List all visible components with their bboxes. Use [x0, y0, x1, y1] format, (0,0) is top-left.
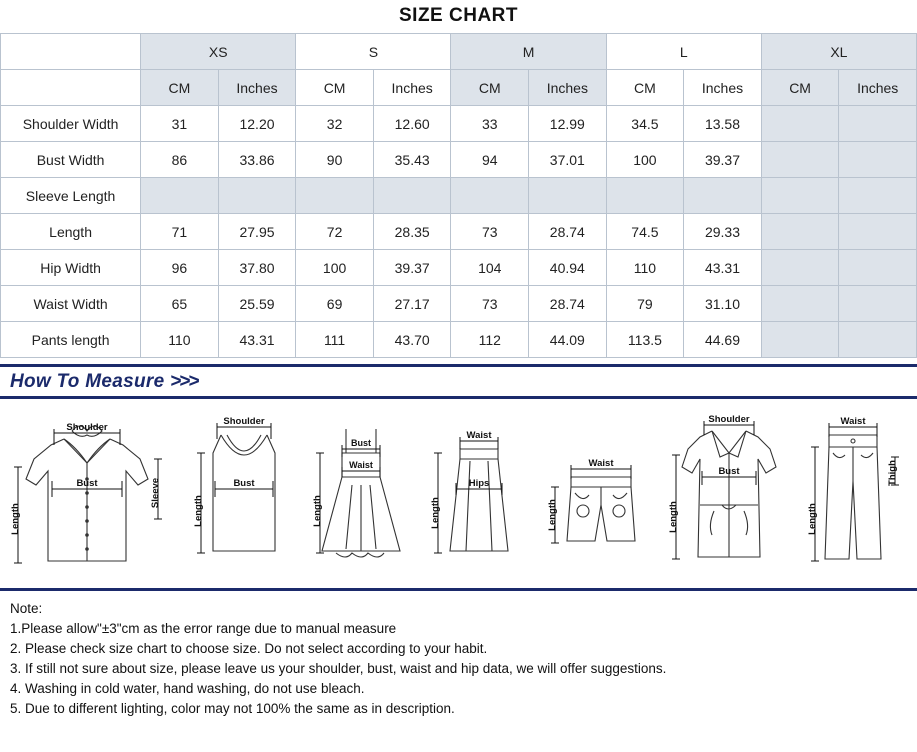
table-row — [1, 286, 917, 322]
figure-label-shoulder: Shoulder — [222, 416, 265, 427]
unit-header-xs-inches: Inches — [218, 70, 296, 106]
note-line-1: 1.Please allow"±3"cm as the error range due to manual measure — [10, 621, 397, 636]
figure-flare-dress — [306, 401, 416, 586]
notes-heading: Note: — [10, 601, 43, 616]
note-line-4: 4. Washing in cold water, hand washing, do not use bleach. — [10, 681, 365, 696]
cell-l-in: 44.69 — [684, 322, 762, 358]
figure-label-length: Length — [547, 499, 558, 531]
cell-xl-in — [839, 286, 917, 322]
triple-chevron-icon: >>> — [170, 371, 198, 392]
cell-xl-cm — [761, 142, 839, 178]
cell-xs-cm: 31 — [141, 106, 219, 142]
cell-m-cm: 73 — [451, 214, 529, 250]
cell-xl-cm — [761, 286, 839, 322]
cell-xs-cm: 110 — [141, 322, 219, 358]
cell-m-in: 40.94 — [529, 250, 607, 286]
cell-s-in — [373, 178, 451, 214]
size-header-l: L — [606, 34, 761, 70]
unit-header-s-cm: CM — [296, 70, 374, 106]
table-row-size-headers — [1, 34, 917, 70]
cell-xs-cm — [141, 178, 219, 214]
figure-label-length: Length — [667, 501, 679, 533]
figure-label-bust: Bust — [717, 466, 740, 477]
size-header-xl: XL — [761, 34, 916, 70]
figure-shorts — [541, 401, 656, 586]
cell-s-in: 43.70 — [373, 322, 451, 358]
cell-m-cm: 33 — [451, 106, 529, 142]
cell-m-in: 12.99 — [529, 106, 607, 142]
cell-l-cm: 34.5 — [606, 106, 684, 142]
cell-l-cm: 79 — [606, 286, 684, 322]
cell-s-in: 35.43 — [373, 142, 451, 178]
cell-l-cm — [606, 178, 684, 214]
row-label-hip-width: Hip Width — [1, 250, 141, 286]
page-title: SIZE CHART — [399, 5, 518, 26]
figure-label-waist: Waist — [349, 460, 373, 470]
figure-tank-top — [189, 401, 299, 586]
figure-label-length: Length — [807, 503, 818, 535]
figure-trousers — [801, 401, 911, 586]
cell-m-in — [529, 178, 607, 214]
figure-label-thigh: Thigh — [887, 460, 898, 486]
cell-xs-in: 12.20 — [218, 106, 296, 142]
note-line-3: 3. If still not sure about size, please leave us your shoulder, bust, waist and hip data, we will offer suggestions. — [10, 661, 667, 676]
cell-s-in: 28.35 — [373, 214, 451, 250]
unit-header-xl-inches: Inches — [839, 70, 917, 106]
figure-label-sleeve: Sleeve — [150, 477, 161, 509]
figure-label-length: Length — [192, 495, 204, 527]
figure-label-length: Length — [10, 503, 21, 535]
cell-xs-cm: 86 — [141, 142, 219, 178]
unit-header-xs-cm: CM — [141, 70, 219, 106]
cell-m-in: 28.74 — [529, 214, 607, 250]
table-row — [1, 106, 917, 142]
how-to-measure-heading-text: How To Measure — [10, 371, 165, 392]
row-label-waist-width: Waist Width — [1, 286, 141, 322]
notes-section — [0, 591, 917, 719]
note-line-5: 5. Due to different lighting, color may not 100% the same as in description. — [10, 701, 455, 716]
unit-header-l-cm: CM — [606, 70, 684, 106]
cell-l-cm: 110 — [606, 250, 684, 286]
figure-label-length: Length — [429, 497, 441, 529]
table-row — [1, 178, 917, 214]
table-row — [1, 322, 917, 358]
unit-header-l-inches: Inches — [684, 70, 762, 106]
cell-l-in: 29.33 — [684, 214, 762, 250]
table-corner-cell — [1, 34, 141, 70]
cell-m-cm: 112 — [451, 322, 529, 358]
cell-xl-in — [839, 106, 917, 142]
cell-m-cm: 73 — [451, 286, 529, 322]
row-label-bust-width: Bust Width — [1, 142, 141, 178]
cell-m-cm: 94 — [451, 142, 529, 178]
cell-l-in: 39.37 — [684, 142, 762, 178]
cell-xl-cm — [761, 178, 839, 214]
cell-l-cm: 100 — [606, 142, 684, 178]
figure-label-waist: Waist — [466, 430, 491, 441]
figure-long-coat — [664, 401, 794, 586]
cell-m-in: 28.74 — [529, 286, 607, 322]
cell-xs-in: 43.31 — [218, 322, 296, 358]
cell-xl-in — [839, 322, 917, 358]
size-header-m: M — [451, 34, 606, 70]
table-row — [1, 250, 917, 286]
how-to-measure-heading — [0, 371, 917, 393]
cell-s-cm — [296, 178, 374, 214]
cell-xl-cm — [761, 250, 839, 286]
cell-s-in: 39.37 — [373, 250, 451, 286]
unit-header-xl-cm: CM — [761, 70, 839, 106]
row-label-shoulder-width: Shoulder Width — [1, 106, 141, 142]
cell-l-cm: 74.5 — [606, 214, 684, 250]
cell-xl-in — [839, 178, 917, 214]
cell-m-cm: 104 — [451, 250, 529, 286]
figure-label-shoulder: Shoulder — [66, 422, 108, 433]
figure-skirt — [424, 401, 534, 586]
table-row — [1, 214, 917, 250]
figure-label-bust: Bust — [76, 478, 98, 489]
cell-xs-cm: 65 — [141, 286, 219, 322]
cell-xs-cm: 96 — [141, 250, 219, 286]
cell-xl-in — [839, 250, 917, 286]
cell-m-in: 37.01 — [529, 142, 607, 178]
cell-xl-cm — [761, 106, 839, 142]
size-chart-table — [0, 33, 917, 358]
cell-l-in — [684, 178, 762, 214]
figure-label-bust: Bust — [351, 438, 371, 448]
row-label-length: Length — [1, 214, 141, 250]
cell-m-in: 44.09 — [529, 322, 607, 358]
cell-s-cm: 32 — [296, 106, 374, 142]
cell-xs-in: 37.80 — [218, 250, 296, 286]
cell-s-cm: 111 — [296, 322, 374, 358]
cell-xs-in: 33.86 — [218, 142, 296, 178]
cell-xl-in — [839, 142, 917, 178]
cell-xs-in — [218, 178, 296, 214]
figure-label-bust: Bust — [232, 478, 255, 489]
cell-l-cm: 113.5 — [606, 322, 684, 358]
unit-header-s-inches: Inches — [373, 70, 451, 106]
cell-xs-in: 27.95 — [218, 214, 296, 250]
cell-s-in: 27.17 — [373, 286, 451, 322]
figure-label-length: Length — [312, 495, 323, 527]
unit-header-m-cm: CM — [451, 70, 529, 106]
cell-xl-in — [839, 214, 917, 250]
cell-l-in: 13.58 — [684, 106, 762, 142]
cell-xl-cm — [761, 214, 839, 250]
size-header-s: S — [296, 34, 451, 70]
table-row-unit-headers — [1, 70, 917, 106]
figure-label-shoulder: Shoulder — [707, 414, 750, 425]
note-line-2: 2. Please check size chart to choose size. Do not select according to your habit. — [10, 641, 488, 656]
figure-label-waist: Waist — [840, 416, 866, 427]
cell-s-cm: 72 — [296, 214, 374, 250]
unit-header-m-inches: Inches — [529, 70, 607, 106]
row-label-sleeve-length: Sleeve Length — [1, 178, 141, 214]
row-label-pants-length: Pants length — [1, 322, 141, 358]
cell-xs-cm: 71 — [141, 214, 219, 250]
measurement-figures — [0, 396, 917, 586]
figure-blouse — [6, 401, 181, 586]
cell-l-in: 43.31 — [684, 250, 762, 286]
cell-s-cm: 90 — [296, 142, 374, 178]
cell-s-cm: 100 — [296, 250, 374, 286]
cell-s-in: 12.60 — [373, 106, 451, 142]
table-corner-cell-2 — [1, 70, 141, 106]
cell-xs-in: 25.59 — [218, 286, 296, 322]
figure-label-waist: Waist — [588, 458, 614, 469]
cell-l-in: 31.10 — [684, 286, 762, 322]
cell-xl-cm — [761, 322, 839, 358]
how-to-measure-section — [0, 364, 917, 591]
cell-s-cm: 69 — [296, 286, 374, 322]
figure-label-hips: Hips — [468, 478, 489, 489]
cell-m-cm — [451, 178, 529, 214]
table-row — [1, 142, 917, 178]
size-header-xs: XS — [141, 34, 296, 70]
